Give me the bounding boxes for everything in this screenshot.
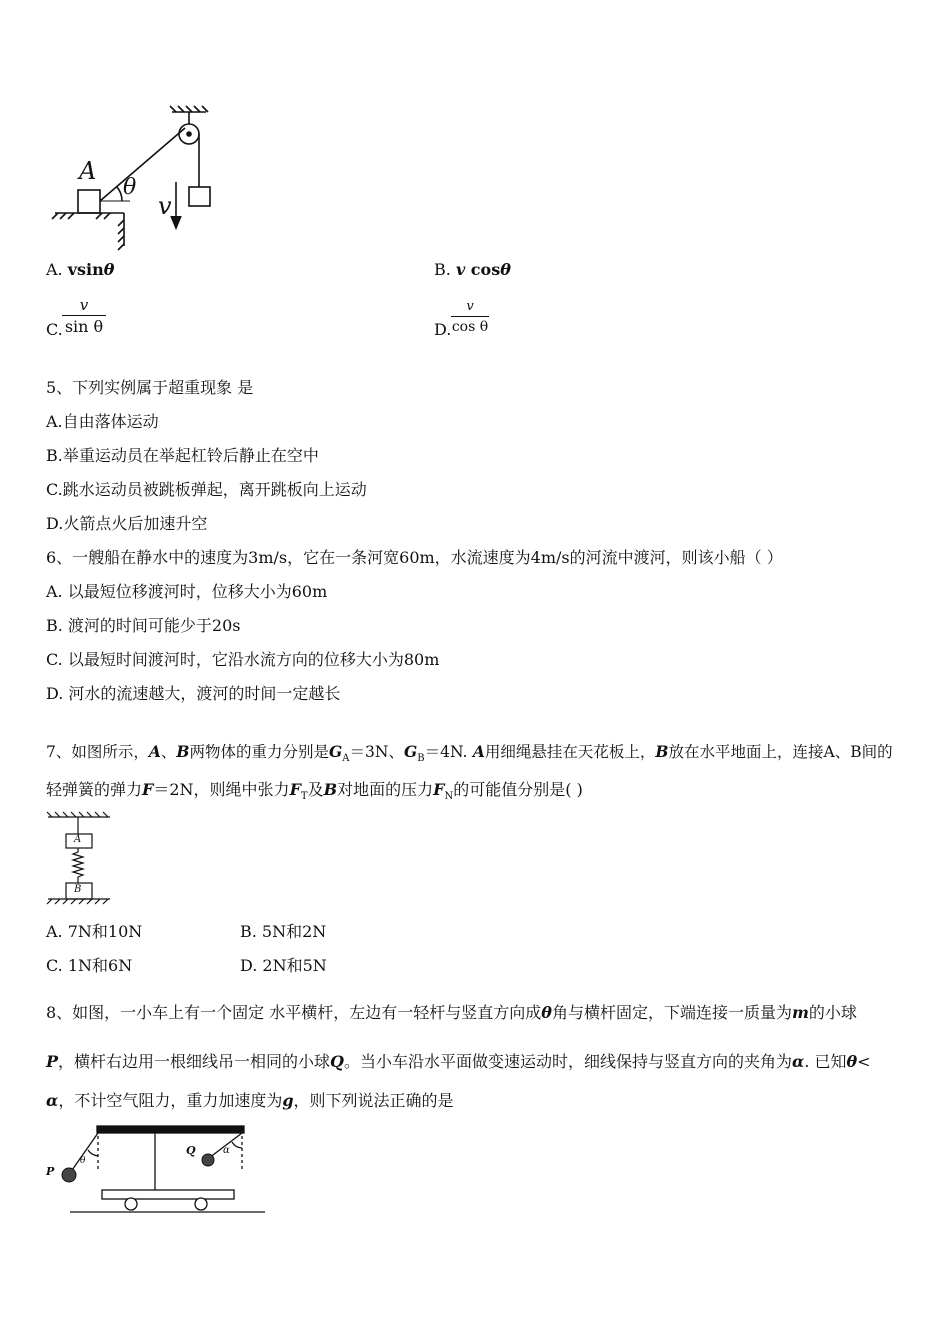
left-rod (70, 1133, 98, 1173)
q5-stem: 5、下列实例属于超重现象 是 (46, 378, 254, 397)
q6-stem: 6、一艘船在静水中的速度为3m/s，它在一条河宽60m，水流速度为4m/s的河流中渡河，则该小船（ ） (46, 548, 783, 567)
q8-stem-line2: P，横杆右边用一根细线吊一相同的小球Q。当小车沿水平面做变速运动时，细线保持与竖直方向的夹角为α. 已知θ< (46, 1052, 871, 1071)
q4-option-b: B. v cosθ (434, 260, 511, 279)
ball-p (62, 1168, 76, 1182)
q7-stem-line1: 7、如图所示，A、B两物体的重力分别是$G_A=3N$、$G_B=4N$. A用细绳悬挂在天花板上，B放在水平地面上，连接A、B间的 (46, 742, 893, 765)
spring-label-a: A (74, 834, 82, 845)
q5-option-b: B.举重运动员在举起杠铃后静止在空中 (46, 446, 319, 465)
q4-option-c-fraction: v sin θ (62, 296, 106, 337)
q7-option-d: D. 2N和5N (240, 956, 327, 975)
cart-platform (102, 1190, 234, 1199)
ball-q (202, 1154, 214, 1166)
q5-option-c: C.跳水运动员被跳板弹起，离开跳板向上运动 (46, 480, 367, 499)
q4-option-a: A. vsinθ (46, 260, 115, 279)
q8-stem-line3: α，不计空气阻力，重力加速度为g，则下列说法正确的是 (46, 1091, 454, 1110)
q7-option-b: B. 5N和2N (240, 922, 327, 941)
q7-option-a: A. 7N和10N (46, 922, 143, 941)
spring-label-b: B (74, 884, 82, 895)
q7-stem-line2: 轻弹簧的弹力F＝2N，则绳中张力$F_T$及B对地面的压力$F_N$的可能值分别是( ) (46, 780, 583, 803)
label-v: v (158, 192, 172, 220)
q5-option-d: D.火箭点火后加速升空 (46, 514, 208, 533)
cart-label-p: P (46, 1165, 55, 1178)
q6-option-d: D. 河水的流速越大，渡河的时间一定越长 (46, 684, 341, 703)
cart-label-theta: θ (80, 1156, 86, 1166)
q4-option-d-fraction: v cos θ (451, 299, 489, 335)
q6-option-b: B. 渡河的时间可能少于20s (46, 616, 241, 635)
q6-option-c: C. 以最短时间渡河时，它沿水流方向的位移大小为80m (46, 650, 440, 669)
cart-label-alpha: α (223, 1145, 230, 1156)
cart-bar (97, 1126, 244, 1133)
label-theta: θ (123, 175, 137, 200)
cart-label-q: Q (186, 1144, 196, 1157)
label-a: A (79, 157, 97, 185)
q8-stem-line1: 8、如图，一小车上有一个固定 水平横杆，左边有一轻杆与竖直方向成θ角与横杆固定，下端连接一质量为m的小球 (46, 1003, 857, 1022)
q6-option-a: A. 以最短位移渡河时，位移大小为60m (46, 582, 328, 601)
q4-option-d-label: D. (434, 320, 452, 339)
q5-option-a: A.自由落体运动 (46, 412, 159, 431)
q7-option-c: C. 1N和6N (46, 956, 133, 975)
q4-option-c-label: C. (46, 320, 63, 339)
